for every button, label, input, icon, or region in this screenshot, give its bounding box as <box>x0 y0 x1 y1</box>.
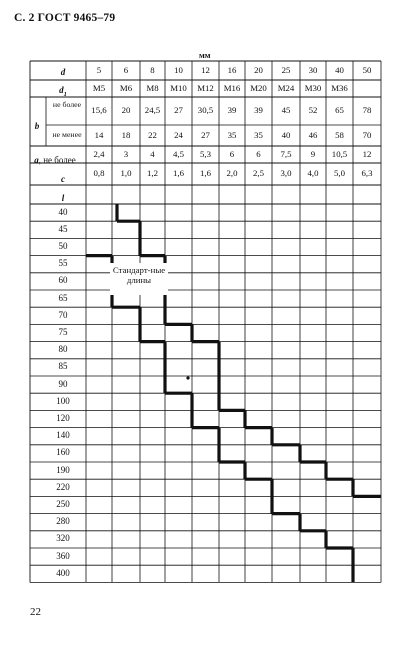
length-value: 400 <box>56 567 70 578</box>
table-cell-d1: M30 <box>304 82 322 93</box>
label-c: c <box>61 174 65 184</box>
table-cell-b_max: 78 <box>362 105 372 115</box>
length-value: 250 <box>56 499 70 509</box>
length-value: 85 <box>58 361 68 372</box>
units-label: мм <box>199 50 211 60</box>
table-cell-b_max: 52 <box>308 105 318 115</box>
table-cell-c: 1,2 <box>147 168 158 178</box>
label-b: b <box>34 121 40 131</box>
table-cell-columns: 10 <box>174 64 183 75</box>
table-cell-d1: M16 <box>223 82 241 93</box>
label-b-min: не менее <box>52 130 82 139</box>
length-value: 160 <box>56 447 70 458</box>
table-cell-d1: M6 <box>119 82 133 93</box>
label-b-max: не более <box>52 100 82 109</box>
length-value: 55 <box>58 258 68 269</box>
table-cell-c: 6,3 <box>361 168 373 178</box>
page-header: С. 2 ГОСТ 9465–79 <box>14 12 116 24</box>
length-value: 40 <box>58 206 68 217</box>
table-cell-b_min: 46 <box>308 129 318 140</box>
table-cell-b_min: 40 <box>281 129 291 140</box>
table-cell-b_min: 22 <box>148 129 157 140</box>
length-value: 100 <box>56 395 70 406</box>
table-cell-columns: 20 <box>254 64 263 75</box>
table-cell-b_min: 58 <box>335 129 344 140</box>
table-cell-d1: M10 <box>170 82 187 93</box>
table-cell-b_max: 45 <box>281 105 291 115</box>
table-cell-a_max: 12 <box>362 148 372 159</box>
table-cell-columns: 6 <box>123 64 129 75</box>
table-cell-a_max: 10,5 <box>331 148 348 159</box>
table-cell-a_max: 5,3 <box>200 148 211 159</box>
table-cell-c: 4,0 <box>307 168 319 178</box>
standard-lengths-note: Стандарт-ные длины <box>110 263 168 295</box>
length-value: 65 <box>58 292 68 303</box>
table-cell-b_max: 20 <box>121 105 131 115</box>
length-value: 60 <box>58 275 68 286</box>
table-cell-b_max: 15,6 <box>91 105 107 115</box>
table-cell-a_max: 6 <box>229 148 235 159</box>
table-cell-b_min: 35 <box>227 129 237 140</box>
length-value: 75 <box>58 327 68 337</box>
table-cell-c: 5,0 <box>334 168 345 178</box>
table-cell-a_max: 4,5 <box>173 148 184 159</box>
table-cell-a_max: 7,5 <box>280 148 292 159</box>
length-value: 90 <box>58 378 68 389</box>
table-cell-b_min: 35 <box>254 129 263 140</box>
length-value: 360 <box>56 550 70 561</box>
table-cell-a_max: 4 <box>150 148 155 159</box>
length-value: 120 <box>56 413 70 423</box>
table-cell-b_min: 27 <box>201 129 210 140</box>
length-value: 80 <box>58 344 68 355</box>
table-cell-d1: M8 <box>146 82 159 93</box>
table-cell-a_max: 6 <box>256 148 261 159</box>
table-cell-b_max: 30,5 <box>197 105 214 115</box>
length-value: 280 <box>56 516 70 527</box>
table-cell-columns: 30 <box>308 64 318 75</box>
table-cell-d1: M12 <box>197 82 214 93</box>
length-value: 45 <box>58 223 68 234</box>
length-value: 140 <box>56 430 70 441</box>
table-cell-b_min: 14 <box>94 129 104 140</box>
table-cell-b_max: 65 <box>335 105 344 115</box>
table-cell-c: 2,5 <box>253 168 264 178</box>
table-cell-c: 1,6 <box>200 168 211 178</box>
label-d: d <box>60 67 66 77</box>
table-cell-columns: 5 <box>96 64 102 75</box>
table-cell-columns: 16 <box>227 64 237 75</box>
table-cell-columns: 50 <box>362 64 372 75</box>
table-cell-a_max: 2,4 <box>93 148 105 159</box>
table-cell-c: 0,8 <box>93 168 105 178</box>
table-cell-d1: M5 <box>92 82 106 93</box>
table-cell-d1: M20 <box>250 82 267 93</box>
table-cell-c: 1,0 <box>120 168 132 178</box>
table-cell-a_max: 3 <box>123 148 129 159</box>
length-value: 220 <box>56 481 70 492</box>
table-cell-b_min: 70 <box>362 129 372 140</box>
table-cell-c: 2,0 <box>226 168 238 178</box>
table-cell-b_max: 39 <box>227 105 237 115</box>
table-cell-b_min: 24 <box>174 129 183 140</box>
table-cell-b_max: 27 <box>174 105 183 115</box>
table-cell-c: 3,0 <box>280 168 292 178</box>
table-cell-b_min: 18 <box>121 129 131 140</box>
length-value: 190 <box>56 464 70 475</box>
table-cell-columns: 40 <box>335 64 344 75</box>
label-l: l <box>61 193 65 203</box>
table-cell-columns: 8 <box>150 64 155 75</box>
table-cell-d1: M36 <box>331 82 348 93</box>
label-a: a, не более <box>34 155 76 165</box>
table-cell-columns: 25 <box>281 64 291 75</box>
length-value: 320 <box>56 533 70 544</box>
table-cell-d1: M24 <box>277 82 295 93</box>
table-cell-b_max: 24,5 <box>144 105 161 115</box>
length-value: 50 <box>58 241 68 251</box>
ink-dot <box>186 376 189 379</box>
label-d1: $d_1$ <box>59 85 67 98</box>
table-cell-b_max: 39 <box>254 105 263 115</box>
length-value: 70 <box>58 309 68 320</box>
table-cell-columns: 12 <box>201 64 210 75</box>
page-number: 22 <box>30 606 41 618</box>
table-cell-c: 1,6 <box>173 168 184 178</box>
table-cell-a_max: 9 <box>310 148 316 159</box>
